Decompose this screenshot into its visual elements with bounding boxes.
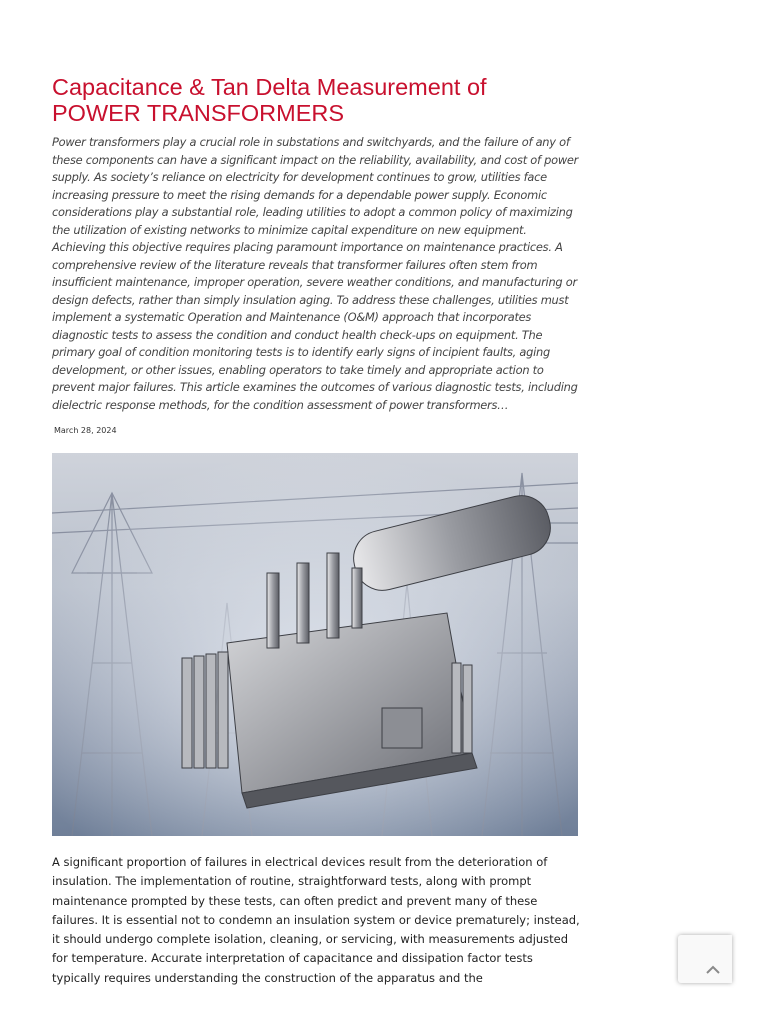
article-title-line-1[interactable]: Capacitance & Tan Delta Measurement of <box>52 74 487 100</box>
article-title-line-2[interactable]: POWER TRANSFORMERS <box>52 100 345 126</box>
transformer-illustration <box>52 453 578 836</box>
article-header <box>52 74 579 435</box>
article-hero-image <box>52 453 578 836</box>
publish-date: March 28, 2024 <box>54 426 117 435</box>
article-body-paragraph: A significant proportion of failures in electrical devices result from the deterioration of insulation. The implementation of routine, straightforward tests, along with prompt maintenance prompted by these tests, can often predict and prevent many of these failures. It is essential not to condemn an insulation system or device prematurely; instead, it should undergo complete isolation, cleaning, or servicing, with measurements adjusted for temperature. Accurate interpretation of capacitance and dissipation factor tests typically requires understanding the construction of the apparatus and the <box>52 855 580 985</box>
article-title[interactable] <box>52 74 579 126</box>
scroll-to-top-button[interactable] <box>700 958 726 984</box>
article-excerpt: Power transformers play a crucial role in substations and switchyards, and the failure of any of these components can have a significant impact on the reliability, availability, and cost of power supply. As society’s reliance on electricity for development continues to grow, utilities face increasing pressure to meet the rising demands for a dependable power supply. Economic considerations play a substantial role, leading utilities to adopt a common policy of maximizing the utilization of existing networks to minimize capital expenditure on new equipment. Achieving this objective requires placing paramount importance on maintenance practices. A comprehensive review of the literature reveals that transformer failures often stem from insufficient maintenance, improper operation, severe weather conditions, and manufacturing or design defects, rather than simply insulation aging. To address these challenges, utilities must implement a systematic Operation and Maintenance (O&M) approach that incorporates diagnostic tests to assess the condition and conduct health check-ups on equipment. The primary goal of condition monitoring tests is to identify early signs of incipient faults, aging development, or other issues, enabling operators to take timely and appropriate action to prevent major failures. This article examines the outcomes of various diagnostic tests, including dielectric response methods, for the condition assessment of power transformers… <box>52 135 579 412</box>
chevron-up-icon <box>706 963 720 979</box>
